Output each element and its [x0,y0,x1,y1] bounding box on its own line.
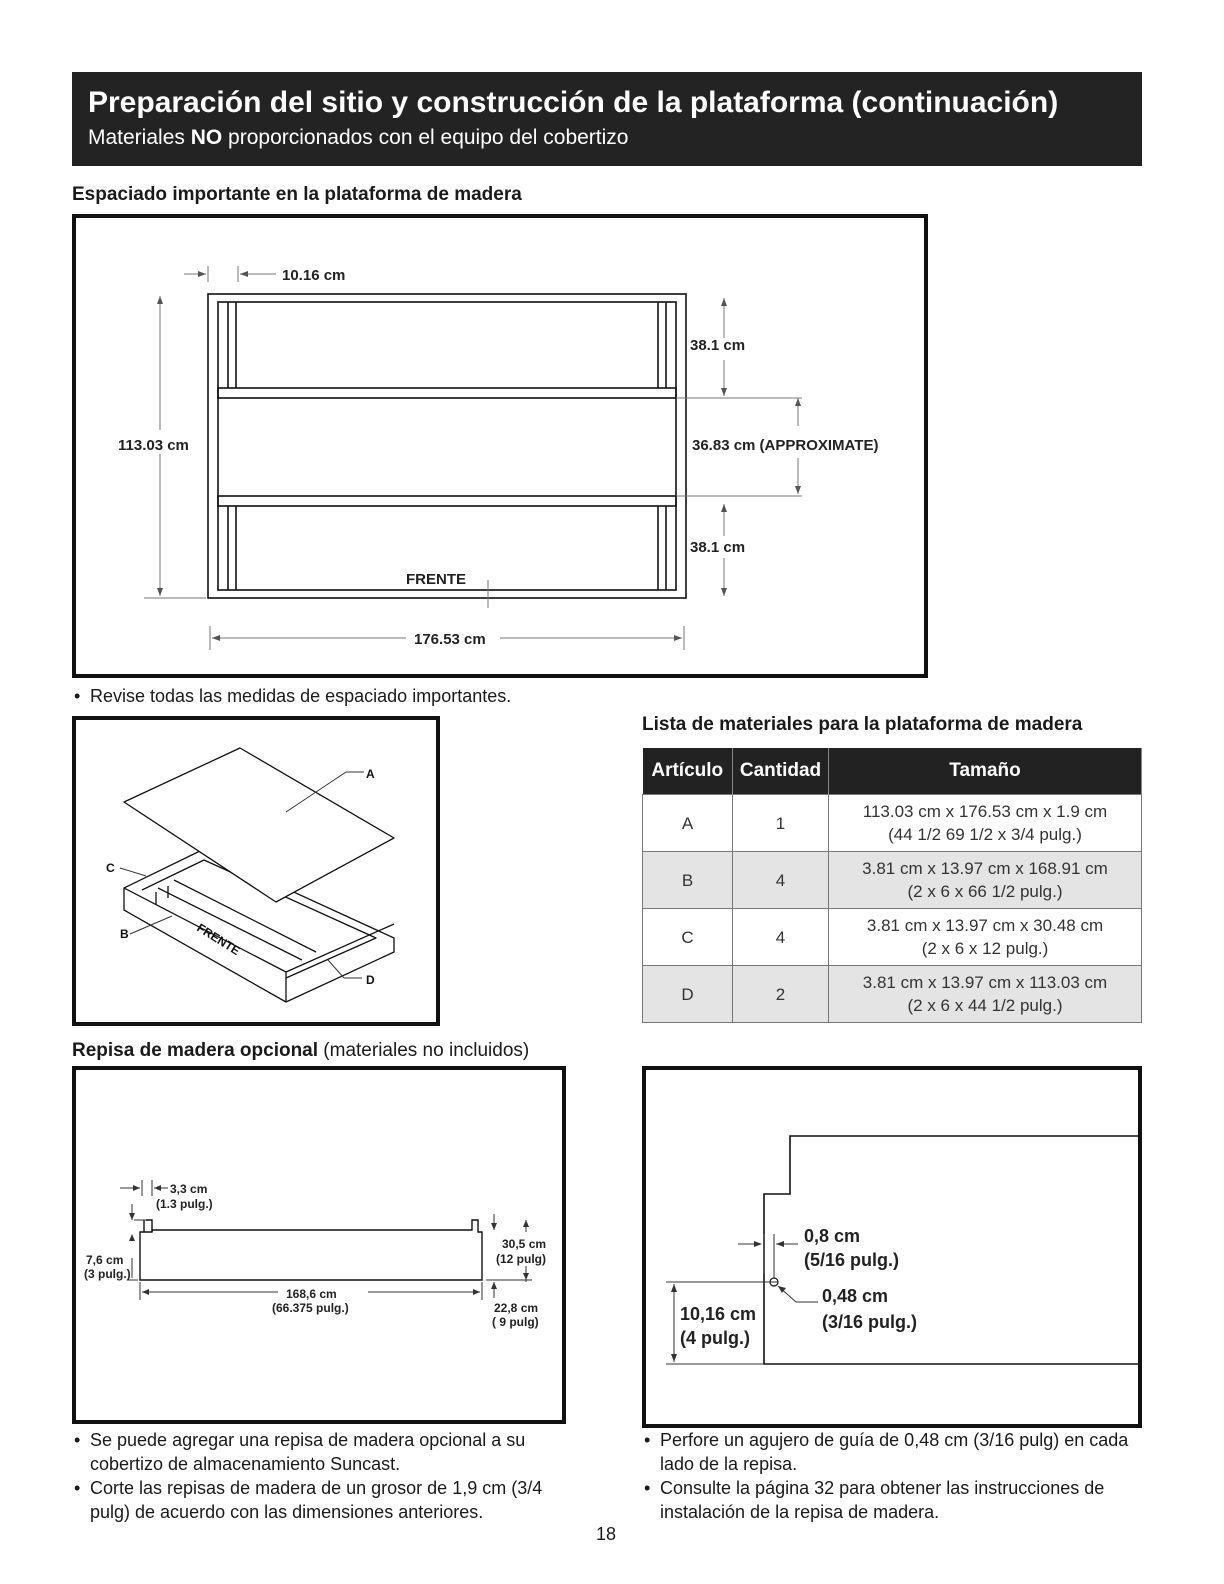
dim-depth-label: 30,5 cm [502,1237,547,1251]
shelf-bullet: • Se puede agregar una repisa de madera opcional a su cobertizo de almacenamiento Suncast. [72,1428,572,1476]
dim-top-label: 10.16 cm [282,267,346,284]
exploded-diagram [72,716,440,1026]
spacing-note-list [72,684,632,708]
hole-bullets [642,1428,1142,1524]
size-metric: 3.81 cm x 13.97 cm x 30.48 cm [866,916,1104,935]
label-d: D [366,973,375,987]
dim-end-label: 22,8 cm [494,1301,539,1315]
hole-bullet: • Perfore un agujero de guía de 0,48 cm (3/16 pulg) en cada lado de la repisa. [642,1428,1142,1476]
shelf-outline [140,1220,482,1280]
hole-bullet: • Consulte la página 32 para obtener las instrucciones de instalación de la repisa de madera. [642,1476,1142,1524]
subtitle-text: proporcionados con el equipo del cobertizo [222,126,629,149]
cell-item: B [643,852,733,909]
cell-size [829,909,1142,966]
table-header-row [643,748,1142,795]
col-header-item: Artículo [643,748,733,795]
dim-notch-label: 3,3 cm [170,1182,208,1196]
cell-qty: 2 [733,966,829,1023]
shelf-diagram [72,1066,566,1424]
dim-length-label: 168,6 cm [286,1287,337,1301]
page-header [72,72,1142,166]
page-title: Preparación del sitio y construcción de la plataforma (continuación) [88,86,1059,119]
dim-height-label: 7,6 cm [86,1253,124,1267]
spacing-heading: Espaciado importante en la plataforma de madera [72,184,522,205]
cell-item: D [643,966,733,1023]
cell-qty: 1 [733,795,829,852]
cell-item: C [643,909,733,966]
hole-diagram [642,1066,1142,1428]
shelf-heading-normal: (materiales no incluidos) [318,1040,530,1061]
shelf-bullets [72,1428,572,1524]
label-a: A [366,767,375,781]
table-row [643,966,1142,1023]
cell-size [829,966,1142,1023]
subtitle-emphasis: NO [190,126,223,149]
dim-notch-sub: (1.3 pulg.) [156,1197,213,1211]
size-metric: 3.81 cm x 13.97 cm x 168.91 cm [862,859,1108,878]
col-header-size: Tamaño [829,748,1142,795]
subtitle-text: Materiales [88,126,191,149]
cell-item: A [643,795,733,852]
dim-offset-label: 0,8 cm [804,1226,861,1246]
table-row [643,795,1142,852]
cell-qty: 4 [733,852,829,909]
dim-left-label: 113.03 cm [118,437,189,454]
size-imperial: (2 x 6 x 12 pulg.) [921,939,1049,958]
cell-size [829,795,1142,852]
dim-hole-sub: (3/16 pulg.) [822,1312,918,1332]
dim-offset-sub: (5/16 pulg.) [804,1250,900,1270]
dim-right-mid-label: 36.83 cm (APPROXIMATE) [692,437,879,454]
size-imperial: (44 1/2 69 1/2 x 3/4 pulg.) [888,825,1082,844]
page-subtitle [88,126,628,150]
size-imperial: (2 x 6 x 44 1/2 pulg.) [907,996,1063,1015]
dim-end-sub: ( 9 pulg) [492,1315,539,1329]
shelf-bullet: • Corte las repisas de madera de un grosor de 1,9 cm (3/4 pulg) de acuerdo con las dimensiones anteriores. [72,1476,572,1524]
dim-height-label: 10,16 cm [680,1304,757,1324]
dim-height-sub: (4 pulg.) [680,1328,750,1348]
shelf-heading-bold: Repisa de madera opcional [72,1040,319,1061]
table-row [643,909,1142,966]
cell-qty: 4 [733,909,829,966]
col-header-qty: Cantidad [733,748,829,795]
label-c: C [106,861,115,875]
dim-depth-sub: (12 pulg) [496,1252,546,1266]
dim-bottom-label: 176.53 cm [414,631,486,648]
spacing-diagram [72,214,928,678]
front-label: FRENTE [406,571,466,588]
dim-right-bottom-label: 38.1 cm [690,539,746,556]
size-metric: 113.03 cm x 176.53 cm x 1.9 cm [862,802,1108,821]
dim-hole-label: 0,48 cm [822,1286,889,1306]
cell-size [829,852,1142,909]
dim-right-top-label: 38.1 cm [690,337,746,354]
materials-table [642,748,1142,1023]
table-row [643,852,1142,909]
materials-heading: Lista de materiales para la plataforma de madera [642,714,1083,735]
exploded-front-label: FRENTE [194,920,243,958]
dim-length-sub: (66.375 pulg.) [272,1301,349,1315]
label-b: B [120,927,129,941]
dim-height-sub: (3 pulg.) [84,1267,131,1281]
frame-outline [208,294,686,598]
materials-table-wrap [642,748,1142,1023]
spacing-note: • Revise todas las medidas de espaciado importantes. [72,684,632,708]
shelf-heading [72,1040,529,1062]
page-number: 18 [596,1524,617,1544]
size-imperial: (2 x 6 x 66 1/2 pulg.) [907,882,1063,901]
size-metric: 3.81 cm x 13.97 cm x 113.03 cm [862,973,1108,992]
